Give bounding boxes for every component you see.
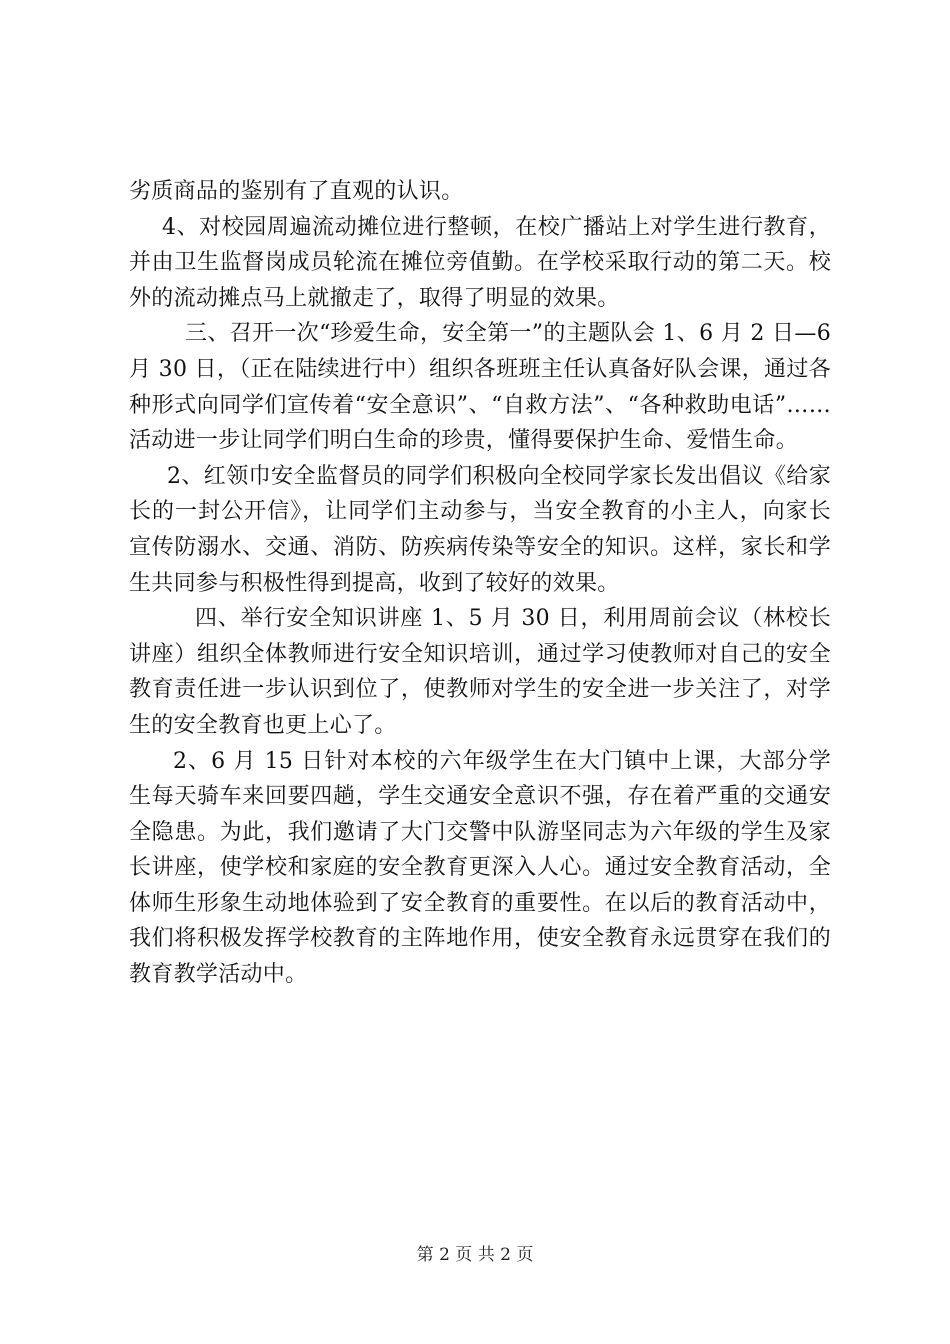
paragraph-item-4: 4、对校园周遍流动摊位进行整顿，在校广播站上对学生进行教育，并由卫生监督岗成员轮流在摊位旁值勤。在学校采取行动的第二天。校外的流动摊点马上就撤走了，取得了明显的效果。 xyxy=(129,214,831,311)
paragraph-section-3: 三、召开一次“珍爱生命，安全第一”的主题队会 1、6 月 2 日—6 月 30 日，（正在陆续进行中）组织各班班主任认真备好队会课，通过各种形式向同学们宣传着“安全意识”、“自救方法”、“各种救助电话”……活动进一步让同学们明白生命的珍贵，懂得要保护生命、爱惜生命。 xyxy=(129,321,831,454)
paragraph-continuation: 劣质商品的鉴别有了直观的认识。 xyxy=(129,179,464,204)
document-body xyxy=(129,174,831,993)
page-footer: 第 2 页 共 2 页 xyxy=(416,1245,534,1265)
paragraph-section-3-item-2: 2、红领巾安全监督员的同学们积极向全校同学家长发出倡议《给家长的一封公开信》，让同学们主动参与，当安全教育的小主人，向家长宣传防溺水、交通、消防、防疾病传染等安全的知识。这样，家长和学生共同参与积极性得到提高，收到了较好的效果。 xyxy=(129,463,831,596)
paragraph-section-4-item-2: 2、6 月 15 日针对本校的六年级学生在大门镇中上课，大部分学生每天骑车来回要四趟，学生交通安全意识不强，存在着严重的交通安全隐患。为此，我们邀请了大门交警中队游坚同志为六年级的学生及家长讲座，使学校和家庭的安全教育更深入人心。通过安全教育活动，全体师生形象生动地体验到了安全教育的重要性。在以后的教育活动中，我们将积极发挥学校教育的主阵地作用，使安全教育永远贯穿在我们的教育教学活动中。 xyxy=(129,748,831,988)
paragraph-section-4: 四、举行安全知识讲座 1、5 月 30 日，利用周前会议（林校长讲座）组织全体教师进行安全知识培训，通过学习使教师对自己的安全教育责任进一步认识到位了，使教师对学生的安全进一步关注了，对学生的安全教育也更上心了。 xyxy=(129,606,831,738)
